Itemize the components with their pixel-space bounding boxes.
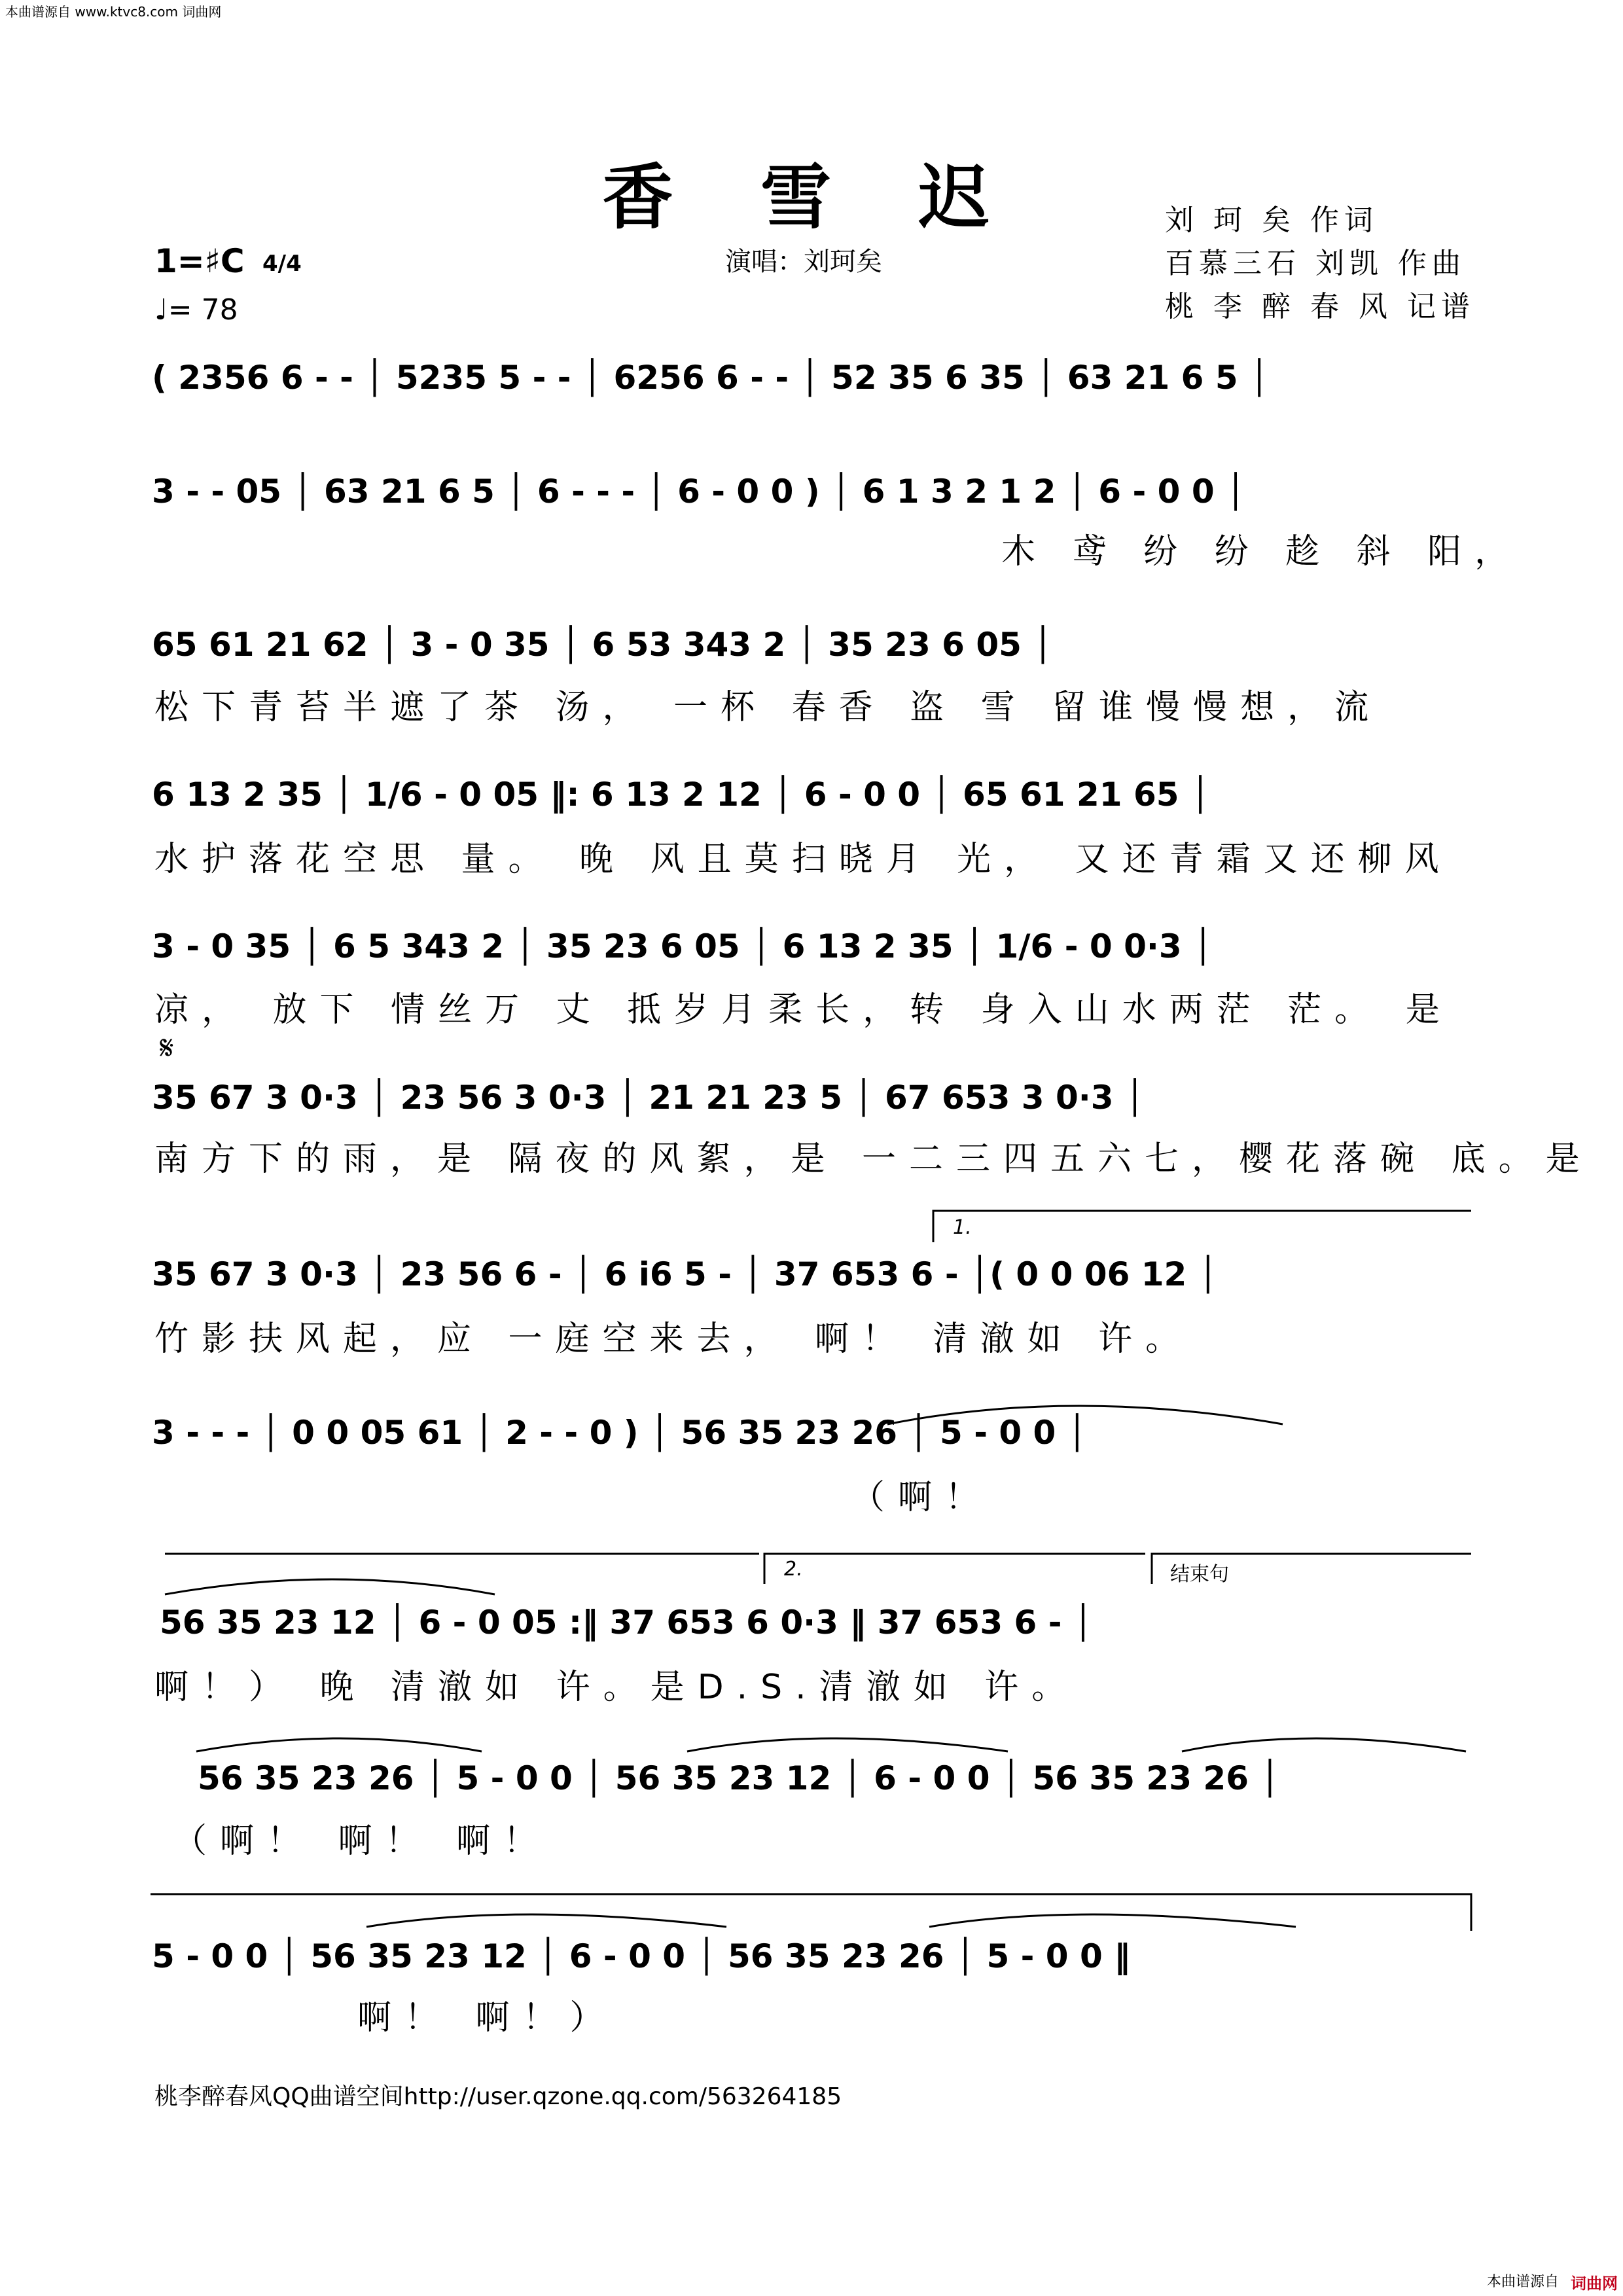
volta-2-label: 2. — [784, 1558, 803, 1581]
system-5-lyrics: 凉， 放下 情丝万 丈 抵岁月柔长，转 身入山水两茫 茫。 是 — [154, 990, 1453, 1030]
tempo-marking: ♩= 78 — [154, 293, 238, 327]
ending-label: 结束句 — [1170, 1563, 1229, 1586]
watermark-left: 本曲谱源自 — [1486, 2274, 1559, 2290]
system-2-notes: 3 - - 05 │ 63 21 6 5 │ 6 - - - │ 6 - 0 0 ) │ 6 1 3 2 1 2 │ 6 - 0 0 │ — [152, 473, 1246, 511]
time-signature: 4/4 — [262, 250, 302, 277]
segno-sign: 𝄋 — [160, 1029, 174, 1067]
system-2-lyrics: 木 鸢 纷 纷 趁 斜 阳， — [1001, 532, 1522, 571]
system-4-notes: 6 13 2 35 │ 1/6 - 0 05 ‖: 6 13 2 12 │ 6 - 0 0 │ 65 61 21 65 │ — [152, 776, 1211, 814]
volta-1-bracket — [933, 1211, 1471, 1242]
transcriber-credit: 桃 李 醉 春 风 记谱 — [1165, 290, 1475, 323]
system-8-notes: 3 - - - │ 0 0 05 61 │ 2 - - 0 ) │ 56 35 23 26 │ 5 - 0 0 │ — [152, 1414, 1087, 1452]
slur-arcs — [165, 1406, 1466, 1927]
system-9-notes: 56 35 23 12 │ 6 - 0 05 :‖ 37 653 6 0·3 ‖ 37 653 6 - │ — [160, 1604, 1093, 1641]
source-header: 本曲谱源自 www.ktvc8.com 词曲网 — [5, 4, 222, 20]
footer-note: 桃李醉春风QQ曲谱空间http://user.qzone.qq.com/563264185 — [154, 2083, 842, 2110]
system-11-notes: 5 - 0 0 │ 56 35 23 12 │ 6 - 0 0 │ 56 35 23 26 │ 5 - 0 0 ‖ — [152, 1937, 1131, 1975]
system-3-lyrics: 松下青苔半遮了茶 汤， 一杯 春香 盗 雪 留谁慢慢想，流 — [154, 688, 1382, 727]
singer-credit: 演唱：刘珂矣 — [725, 247, 882, 277]
volta-1-label: 1. — [953, 1216, 972, 1239]
system-10-notes: 56 35 23 26 │ 5 - 0 0 │ 56 35 23 12 │ 6 - 0 0 │ 56 35 23 26 │ — [198, 1759, 1280, 1797]
system-1-notes: ( 2356 6 - - │ 5235 5 - - │ 6256 6 - - │ 52 35 6 35 │ 63 21 6 5 │ — [152, 359, 1270, 397]
system-9-lyrics: 啊！） 晚 清澈如 许。是D.S.清澈如 许。 — [154, 1668, 1079, 1707]
system-6-notes: 35 67 3 0·3 │ 23 56 3 0·3 │ 21 21 23 5 │ 67 653 3 0·3 │ — [152, 1079, 1145, 1117]
composer-credit: 百慕三石 刘凯 作曲 — [1165, 247, 1466, 280]
lyricist-credit: 刘 珂 矣 作词 — [1165, 204, 1378, 237]
system-8-lyrics: （啊！ — [851, 1478, 993, 1517]
watermark-logo: 词曲网 — [1571, 2274, 1618, 2293]
system-3-notes: 65 61 21 62 │ 3 - 0 35 │ 6 53 343 2 │ 35 23 6 05 │ — [152, 626, 1053, 664]
system-11-lyrics: 啊！ 啊！） — [357, 1998, 617, 2037]
system-6-lyrics: 南方下的雨，是 隔夜的风絮，是 一二三四五六七，樱花落碗 底。是 — [154, 1139, 1593, 1179]
system-7-notes: 35 67 3 0·3 │ 23 56 6 - │ 6 i6 5 - │ 37 653 6 - │( 0 0 06 12 │ — [152, 1255, 1218, 1293]
system-4-lyrics: 水护落花空思 量。 晚 风且莫扫晓月 光， 又还青霜又还柳风 — [154, 840, 1452, 879]
song-title: 香 雪 迟 — [602, 156, 1021, 239]
system-5-notes: 3 - 0 35 │ 6 5 343 2 │ 35 23 6 05 │ 6 13 2 35 │ 1/6 - 0 0·3 │ — [152, 927, 1213, 965]
system-10-lyrics: （啊！ 啊！ 啊！ — [173, 1821, 551, 1861]
system-7-lyrics: 竹影扶风起，应 一庭空来去， 啊！ 清澈如 许。 — [154, 1319, 1193, 1359]
key-label: 1=♯C — [154, 242, 245, 280]
